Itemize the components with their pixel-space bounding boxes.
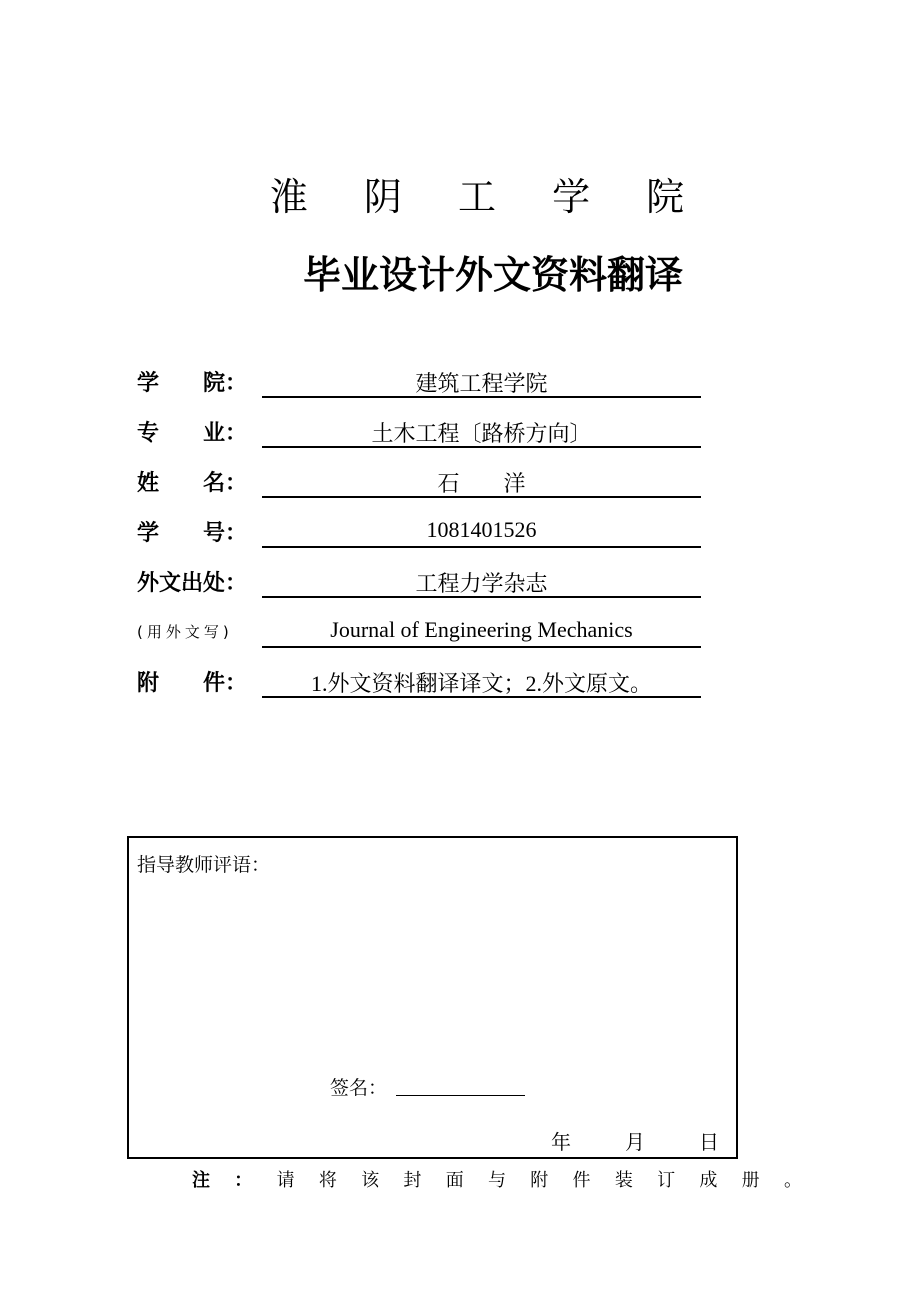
note-char: 附 xyxy=(530,1170,549,1191)
binding-note xyxy=(192,1166,802,1192)
date-month: 月 xyxy=(625,1130,645,1154)
field-label: (用外文写) xyxy=(137,623,233,641)
note-char: 。 xyxy=(783,1170,802,1191)
note-char: 面 xyxy=(445,1170,464,1191)
note-char: 装 xyxy=(614,1170,633,1191)
field-value: Journal of Engineering Mechanics xyxy=(330,617,633,642)
note-char: 将 xyxy=(318,1170,337,1191)
field-value: 1081401526 xyxy=(426,517,537,542)
note-colon: ： xyxy=(234,1170,253,1191)
date-year: 年 xyxy=(551,1130,571,1154)
field-underline xyxy=(262,646,701,648)
field-label: 学 号： xyxy=(137,521,248,546)
field-underline xyxy=(262,396,701,398)
field-underline xyxy=(262,546,701,548)
field-label: 学 院： xyxy=(137,371,248,396)
document-title: 毕业设计外文资料翻译 xyxy=(302,253,683,297)
school-name: 淮 阴 工 学 院 xyxy=(269,175,707,219)
note-char: 册 xyxy=(741,1170,760,1191)
field-underline xyxy=(262,596,701,598)
field-underline xyxy=(262,446,701,448)
field-label: 姓 名： xyxy=(137,471,248,496)
note-label: 注 xyxy=(192,1170,210,1191)
advisor-comment-box xyxy=(127,836,738,1159)
note-char: 订 xyxy=(657,1170,676,1191)
note-char: 与 xyxy=(487,1170,506,1191)
field-value: 1.外文资料翻译译文；2.外文原文。 xyxy=(310,671,652,696)
field-label: 附 件： xyxy=(137,671,248,696)
signature-line[interactable] xyxy=(396,1095,525,1096)
signature-label: 签名： xyxy=(330,1077,388,1099)
field-value: 工程力学杂志 xyxy=(415,571,548,596)
field-label: 外文出处： xyxy=(137,571,248,596)
field-underline xyxy=(262,496,701,498)
field-value: 土木工程〔路桥方向〕 xyxy=(371,421,592,446)
note-char: 该 xyxy=(361,1170,380,1191)
date-day: 日 xyxy=(699,1130,719,1154)
note-char: 封 xyxy=(403,1170,422,1191)
field-underline xyxy=(262,696,701,698)
field-label: 专 业： xyxy=(137,421,248,446)
note-char: 请 xyxy=(276,1170,295,1191)
note-char: 成 xyxy=(699,1170,718,1191)
field-value: 石 洋 xyxy=(437,471,526,496)
field-value: 建筑工程学院 xyxy=(415,371,548,396)
note-char: 件 xyxy=(572,1170,591,1191)
comment-heading: 指导教师评语： xyxy=(137,854,271,876)
